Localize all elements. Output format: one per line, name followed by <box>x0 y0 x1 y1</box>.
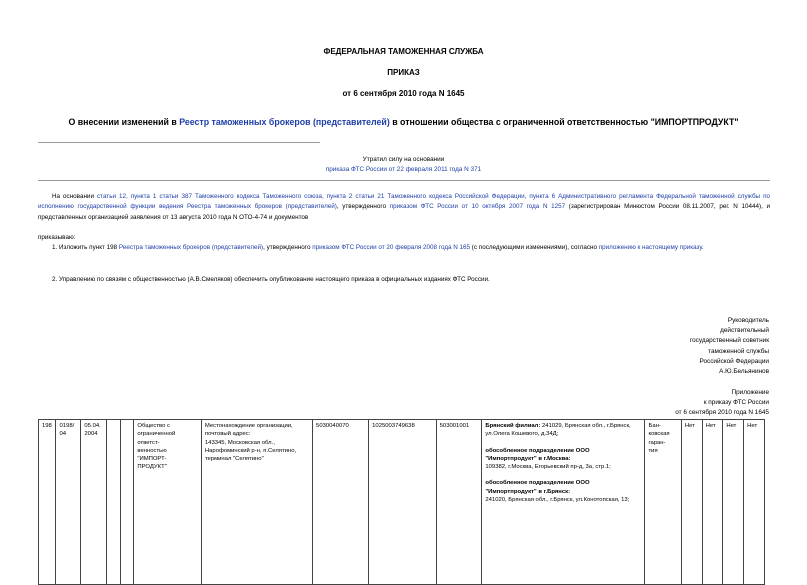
signature-line: Руководитель <box>727 317 769 324</box>
cell-kpp: 503001001 <box>436 420 482 585</box>
cell-flag: Нет <box>744 420 765 585</box>
appendix-link[interactable]: приложению к настоящему приказу <box>598 244 702 251</box>
table-row <box>39 420 765 585</box>
code-articles-link[interactable]: статьи 12, пункта 1 статьи 387 Таможенного кодекса Таможенного союза, пункта 2 статьи 21 Таможенного кодекса Российской Федерации, пункта 6 Административного регламента Федеральной таможенной службы по исполнению государственной функции ведения Реестра таможенных брокеров (представителей) <box>38 193 770 211</box>
cell-flag: Нет <box>702 420 723 585</box>
cell-organization-name: Общество с ограниченной ответст- венностью "ИМПОРТ- ПРОДУКТ" <box>134 420 202 585</box>
paragraph-item-2: 2. Управлению по связям с общественностью (А.В.Смеляков) обеспечить опубликование настоящего приказа в официальных изданиях ФТС России. <box>52 276 490 283</box>
branch-entry <box>485 479 641 504</box>
item1-text-b: , утвержденного <box>263 244 313 251</box>
agency-name: ФЕДЕРАЛЬНАЯ ТАМОЖЕННАЯ СЛУЖБА <box>323 47 484 56</box>
appendix-caption <box>675 388 769 419</box>
appendix-line: Приложение <box>731 389 769 396</box>
branch-title: обособленное подразделение ООО "Импортпродукт" в г.Брянск: <box>485 480 590 495</box>
cell-empty-1 <box>107 420 121 585</box>
cell-location: Местонахождение организации, почтовый адрес: 143345, Московская обл., Нарофоминский р-н, п.Селятино, терминал "Селятино" <box>201 420 312 585</box>
cell-flag: Нет <box>723 420 744 585</box>
basis-text-c: (зарегистрирован Минюстом России 08.11.2007, рег. N 10444), и представленных организацией заявления от 13 августа 2010 года N ОТО-4-74 и документов <box>38 203 770 221</box>
signature-line: государственный советник <box>689 337 769 345</box>
paragraph-basis <box>38 192 770 223</box>
cell-guarantee: Бан- ковская гаран- тия <box>645 420 681 585</box>
branch-entry <box>485 447 641 472</box>
cell-registration-date: 05.04. 2004 <box>81 420 107 585</box>
item1-text-a: 1. Изложить пункт 198 <box>52 244 119 251</box>
document-title <box>0 117 807 127</box>
cell-registration-number: 0198/ 04 <box>56 420 81 585</box>
order-word: приказываю: <box>38 234 76 241</box>
signature-line: действительный <box>720 327 769 335</box>
document-type: ПРИКАЗ <box>387 68 420 77</box>
signature-line: Российской Федерации <box>699 357 769 365</box>
branch-address: 241020, Брянская обл., г.Брянск, ул.Конотопская, 13; <box>485 497 630 504</box>
item1-text-c: (с последующими изменениями), согласно <box>470 244 599 251</box>
cell-inn: 5030040070 <box>313 420 369 585</box>
cell-flag: Нет <box>681 420 702 585</box>
branch-entry <box>485 422 641 439</box>
cell-number: 198 <box>39 420 56 585</box>
divider-top <box>38 142 320 143</box>
order-165-link[interactable]: приказом ФТС России от 20 февраля 2008 года N 165 <box>312 244 471 251</box>
signature-line: таможенной службы <box>708 347 769 355</box>
signature-block <box>690 316 769 377</box>
branch-title: Брянский филиал: <box>485 423 541 429</box>
lost-force-note: Утратил силу на основании <box>362 156 445 163</box>
basis-text-b: , утвержденного <box>336 203 390 211</box>
branch-address: 109382, г.Москва, Егорьевский пр-д, 3а, стр.1; <box>485 464 611 471</box>
lost-force-link[interactable]: приказа ФТС России от 22 февраля 2011 года N 371 <box>325 166 482 173</box>
divider-bottom <box>38 180 770 181</box>
cell-branches <box>482 420 645 585</box>
registry-link-2[interactable]: Реестра таможенных брокеров (представителей) <box>118 244 264 251</box>
branch-title: обособленное подразделение ООО "Импортпродукт" в г.Москва: <box>485 447 590 462</box>
document-date-number: от 6 сентября 2010 года N 1645 <box>342 89 465 98</box>
branch-address: 241029, Брянская обл., г.Брянск, ул.Олега Кошевого, д.34Д; <box>485 423 631 438</box>
signature-line: А.Ю.Бельянинов <box>719 368 769 376</box>
title-text-before: О внесении изменений в <box>68 117 180 127</box>
paragraph-item-1 <box>38 243 770 253</box>
appendix-line: к приказу ФТС России <box>703 399 769 407</box>
registry-table <box>38 419 765 585</box>
registry-link[interactable]: Реестр таможенных брокеров (представителей) <box>179 117 390 127</box>
cell-empty-2 <box>120 420 134 585</box>
appendix-line: от 6 сентября 2010 года N 1645 <box>675 409 769 417</box>
item1-text-d: . <box>701 244 704 251</box>
basis-text-a: На основании <box>52 193 97 200</box>
order-1257-link[interactable]: приказом ФТС России от 10 октября 2007 года N 1257 <box>389 203 566 211</box>
cell-ogrn: 1025003749638 <box>369 420 437 585</box>
title-text-after: в отношении общества с ограниченной ответственностью "ИМПОРТПРОДУКТ" <box>389 117 739 127</box>
lost-force-link-wrap <box>0 166 807 173</box>
